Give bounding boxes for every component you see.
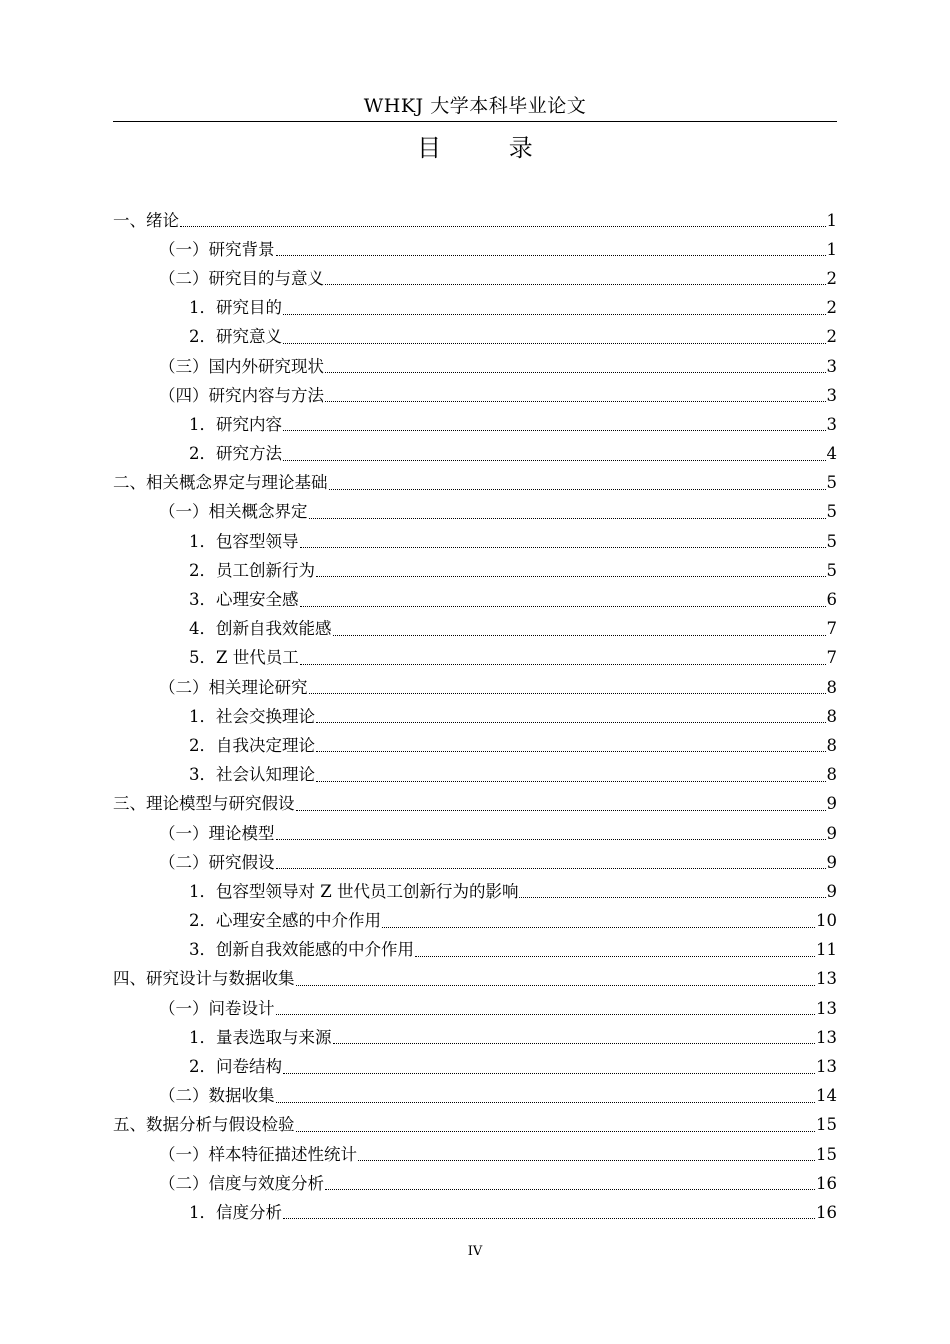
- toc-entry[interactable]: [113, 381, 837, 410]
- toc-entry-label: （一）研究背景: [159, 239, 275, 259]
- toc-entry[interactable]: [113, 323, 837, 352]
- toc-entry[interactable]: [113, 1198, 837, 1227]
- toc-entry-label: 2．研究方法: [189, 444, 282, 464]
- toc-leader-dots: [325, 284, 826, 285]
- toc-leader-dots: [519, 897, 825, 898]
- toc-entry[interactable]: [113, 1169, 837, 1198]
- toc-entry-page: 5: [826, 560, 837, 580]
- toc-entry-label: （二）研究假设: [159, 852, 275, 872]
- toc-entry-page: 13: [816, 1027, 837, 1047]
- toc-entry-page: 9: [826, 823, 837, 843]
- toc-entry-page: 7: [826, 619, 837, 639]
- toc-leader-dots: [283, 460, 826, 461]
- toc-entry-page: 5: [826, 531, 837, 551]
- toc-leader-dots: [276, 868, 826, 869]
- toc-entry-page: 8: [826, 677, 837, 697]
- toc-entry-label: 3．社会认知理论: [189, 765, 315, 785]
- toc-entry-page: 10: [816, 911, 837, 931]
- toc-entry-label: 二、相关概念界定与理论基础: [113, 473, 328, 493]
- toc-entry[interactable]: [113, 907, 837, 936]
- toc-entry[interactable]: [113, 206, 837, 235]
- toc-entry-label: 五、数据分析与假设检验: [113, 1115, 295, 1135]
- running-header: WHKJ 大学本科毕业论文: [363, 95, 587, 117]
- toc-entry-label: 1．量表选取与来源: [189, 1027, 332, 1047]
- toc-entry-label: （二）相关理论研究: [159, 677, 308, 697]
- toc-entry-label: 1．包容型领导对 Z 世代员工创新行为的影响: [189, 881, 519, 901]
- toc-entry[interactable]: [113, 877, 837, 906]
- toc-entry[interactable]: [113, 585, 837, 614]
- toc-entry-label: 2．自我决定理论: [189, 735, 315, 755]
- toc-entry[interactable]: [113, 644, 837, 673]
- toc-entry-label: 一、绪论: [113, 210, 179, 230]
- toc-leader-dots: [309, 693, 826, 694]
- page-number: IV: [467, 1244, 483, 1259]
- toc-title: 目 录: [417, 134, 563, 162]
- toc-entry[interactable]: [113, 1140, 837, 1169]
- toc-entry[interactable]: [113, 527, 837, 556]
- toc-entry-page: 2: [826, 327, 837, 347]
- toc-entry-label: （一）相关概念界定: [159, 502, 308, 522]
- toc-entry[interactable]: [113, 352, 837, 381]
- toc-entry-page: 4: [826, 444, 837, 464]
- toc-entry-page: 2: [826, 298, 837, 318]
- toc-entry-page: 9: [826, 881, 837, 901]
- toc-leader-dots: [300, 606, 826, 607]
- toc-entry[interactable]: [113, 469, 837, 498]
- toc-leader-dots: [415, 956, 815, 957]
- toc-entry[interactable]: [113, 994, 837, 1023]
- toc-entry-label: 1．包容型领导: [189, 531, 299, 551]
- toc-entry[interactable]: [113, 965, 837, 994]
- toc-entry-label: 5．Z 世代员工: [189, 648, 299, 668]
- toc-entry[interactable]: [113, 1082, 837, 1111]
- toc-leader-dots: [316, 722, 826, 723]
- toc-leader-dots: [283, 343, 826, 344]
- toc-entry[interactable]: [113, 264, 837, 293]
- toc-leader-dots: [283, 430, 826, 431]
- toc-entry-label: （二）信度与效度分析: [159, 1173, 324, 1193]
- toc-entry-label: 三、理论模型与研究假设: [113, 794, 295, 814]
- toc-entry[interactable]: [113, 1111, 837, 1140]
- toc-entry-label: 四、研究设计与数据收集: [113, 969, 295, 989]
- toc-entry-page: 1: [826, 239, 837, 259]
- toc-entry-label: 1．研究内容: [189, 414, 282, 434]
- toc-entry-page: 3: [826, 356, 837, 376]
- toc-entry[interactable]: [113, 235, 837, 264]
- toc-entry-label: 3．心理安全感: [189, 590, 299, 610]
- toc-entry[interactable]: [113, 440, 837, 469]
- toc-entry-label: 2．心理安全感的中介作用: [189, 911, 381, 931]
- toc-entry-label: 4．创新自我效能感: [189, 619, 332, 639]
- toc-entry-page: 13: [816, 969, 837, 989]
- toc-entry[interactable]: [113, 761, 837, 790]
- toc-entry-page: 5: [826, 473, 837, 493]
- toc-leader-dots: [283, 1073, 815, 1074]
- toc-entry-label: （一）问卷设计: [159, 998, 275, 1018]
- toc-entry-label: （三）国内外研究现状: [159, 356, 324, 376]
- toc-entry-page: 3: [826, 414, 837, 434]
- toc-entry[interactable]: [113, 731, 837, 760]
- toc-leader-dots: [316, 781, 826, 782]
- toc-entry-page: 11: [816, 940, 837, 960]
- toc-entry-label: 1．社会交换理论: [189, 706, 315, 726]
- toc-entry[interactable]: [113, 1023, 837, 1052]
- toc-entry[interactable]: [113, 556, 837, 585]
- toc-entry-label: 2．问卷结构: [189, 1057, 282, 1077]
- toc-entry[interactable]: [113, 410, 837, 439]
- toc-entry-page: 5: [826, 502, 837, 522]
- toc-leader-dots: [276, 839, 826, 840]
- toc-leader-dots: [283, 1218, 815, 1219]
- toc-entry[interactable]: [113, 936, 837, 965]
- toc-leader-dots: [300, 664, 826, 665]
- toc-entry-label: （二）研究目的与意义: [159, 268, 324, 288]
- toc-entry-page: 13: [816, 1057, 837, 1077]
- toc-entry-page: 15: [816, 1144, 837, 1164]
- toc-entry[interactable]: [113, 819, 837, 848]
- toc-entry[interactable]: [113, 790, 837, 819]
- toc-entry[interactable]: [113, 498, 837, 527]
- toc-entry-page: 2: [826, 268, 837, 288]
- toc-entry-label: （一）理论模型: [159, 823, 275, 843]
- toc-entry-page: 9: [826, 794, 837, 814]
- toc-leader-dots: [382, 927, 815, 928]
- toc-leader-dots: [283, 314, 826, 315]
- toc-entry-label: （二）数据收集: [159, 1086, 275, 1106]
- toc-entry[interactable]: [113, 1052, 837, 1081]
- toc-entry-label: 2．员工创新行为: [189, 560, 315, 580]
- toc-entry-page: 16: [816, 1173, 837, 1193]
- toc-leader-dots: [358, 1160, 815, 1161]
- toc-leader-dots: [325, 372, 826, 373]
- toc-entry-label: 2．研究意义: [189, 327, 282, 347]
- toc-entry-page: 16: [816, 1202, 837, 1222]
- toc-entry-page: 9: [826, 852, 837, 872]
- toc-leader-dots: [276, 1102, 816, 1103]
- toc-entry[interactable]: [113, 702, 837, 731]
- toc-leader-dots: [309, 518, 826, 519]
- toc-entry-label: 1．研究目的: [189, 298, 282, 318]
- toc-entry-label: （一）样本特征描述性统计: [159, 1144, 357, 1164]
- toc-leader-dots: [325, 1189, 815, 1190]
- toc-entry-page: 8: [826, 706, 837, 726]
- toc-leader-dots: [276, 1014, 816, 1015]
- toc-leader-dots: [180, 226, 826, 227]
- toc-leader-dots: [316, 751, 826, 752]
- toc-entry-page: 15: [816, 1115, 837, 1135]
- toc-entry-page: 7: [826, 648, 837, 668]
- toc-entry-page: 8: [826, 735, 837, 755]
- toc-leader-dots: [296, 1131, 816, 1132]
- toc-entry-label: （四）研究内容与方法: [159, 385, 324, 405]
- toc-entry-page: 6: [826, 590, 837, 610]
- toc-leader-dots: [333, 635, 826, 636]
- toc-entry[interactable]: [113, 673, 837, 702]
- toc-leader-dots: [325, 401, 826, 402]
- toc-leader-dots: [329, 489, 826, 490]
- header-rule: [113, 121, 837, 122]
- toc-leader-dots: [333, 1043, 816, 1044]
- toc-entry[interactable]: [113, 615, 837, 644]
- toc-entry-label: 3．创新自我效能感的中介作用: [189, 940, 414, 960]
- toc-entry[interactable]: [113, 294, 837, 323]
- toc-entry-page: 3: [826, 385, 837, 405]
- toc-leader-dots: [296, 810, 826, 811]
- toc-entry-label: 1．信度分析: [189, 1202, 282, 1222]
- toc-leader-dots: [296, 985, 816, 986]
- table-of-contents: [113, 206, 837, 1228]
- toc-entry-page: 1: [826, 210, 837, 230]
- toc-entry-page: 13: [816, 998, 837, 1018]
- toc-leader-dots: [316, 576, 826, 577]
- toc-entry-page: 8: [826, 765, 837, 785]
- toc-entry-page: 14: [816, 1086, 837, 1106]
- toc-entry[interactable]: [113, 848, 837, 877]
- toc-leader-dots: [276, 255, 826, 256]
- toc-leader-dots: [300, 547, 826, 548]
